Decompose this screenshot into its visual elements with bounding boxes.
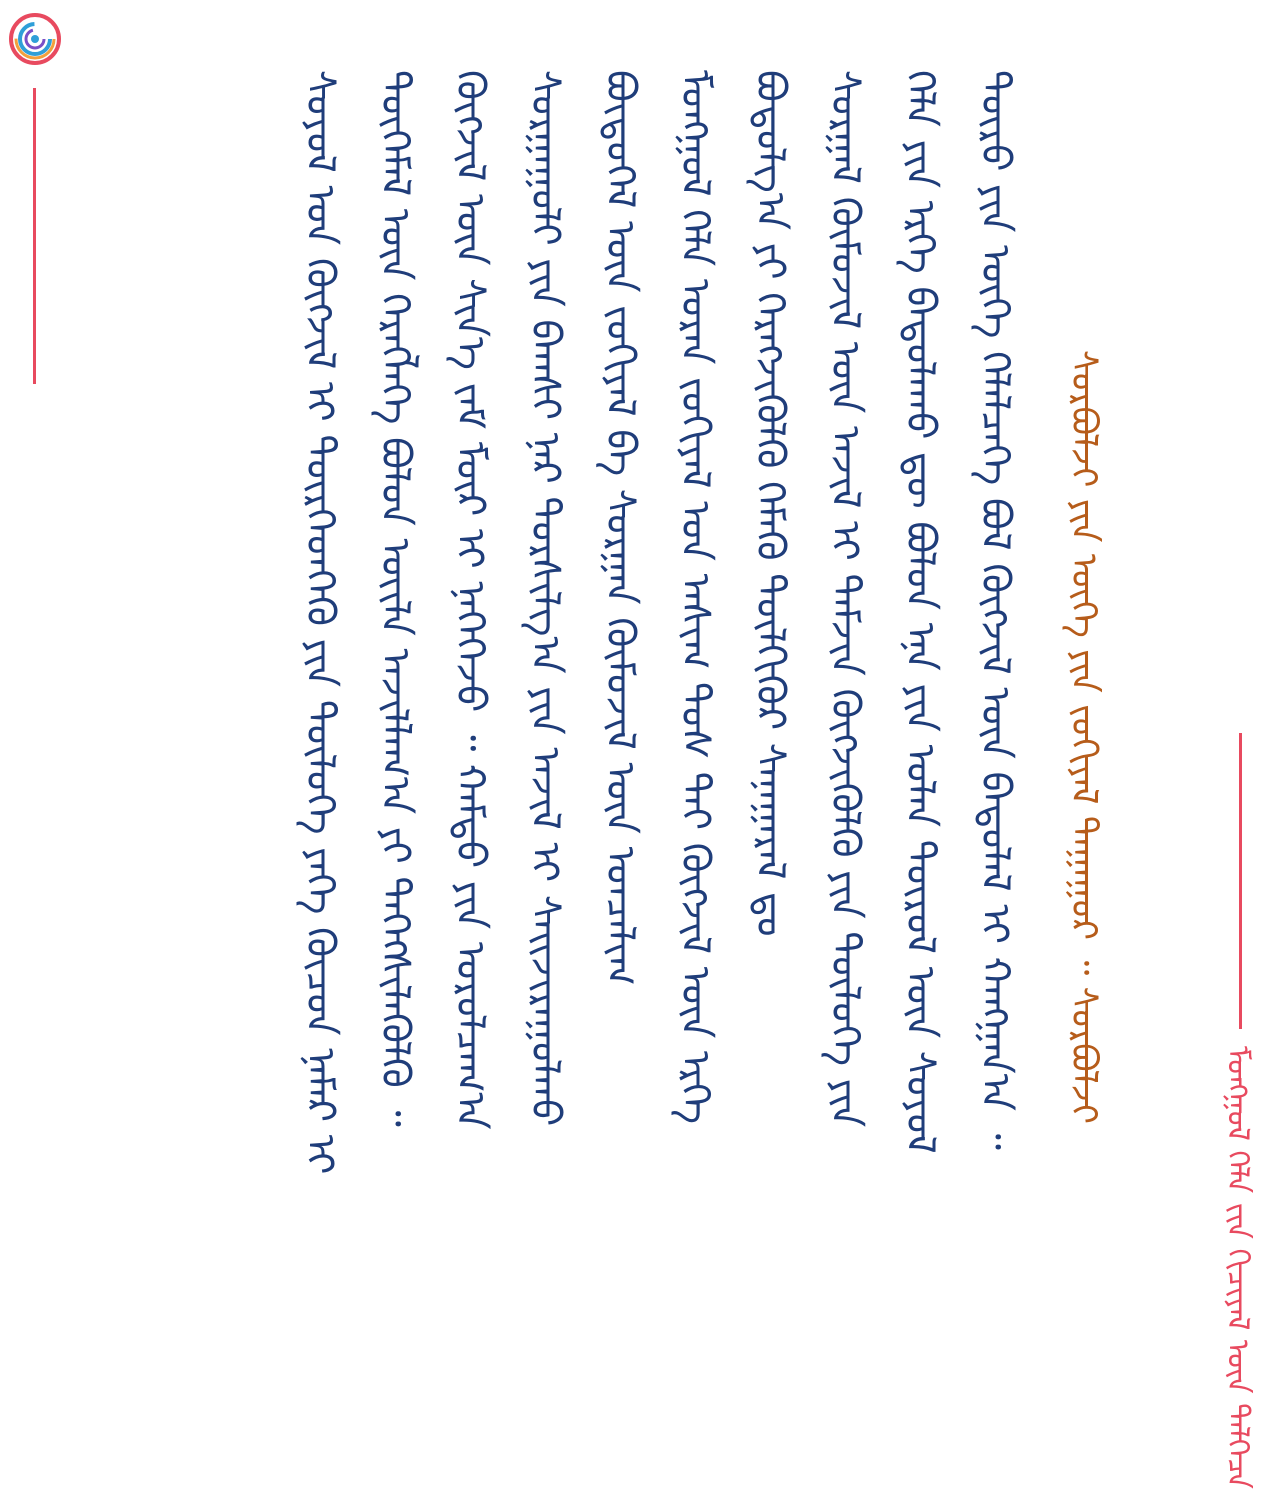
- body-column: ᠰᠤᠷᠭᠠᠯ ᠬᠦᠮᠦᠵᠢᠯ ᠦᠨ ᠠᠵᠢᠯ ᠢ ᠳᠡᠮᠵᠢᠨ ᠬᠥᠭᠵᠢᠭᠦᠯᠬᠦ ᠶᠢᠨ ᠳᠥᠯᠦᠭᠡ ᠶᠢᠨ: [822, 70, 868, 1128]
- body-column: ᠲᠦᠷᠦ ᠶᠢᠨ ᠦᠭᠡ ᠬᠡᠯᠡᠯᠴᠡᠭᠡ ᠪᠣᠯ ᠬᠥᠭᠵᠢᠯ ᠦᠨ ᠪᠠᠳᠤᠯᠠᠯ ᠢ ᠬᠠᠩᠭᠠᠨ᠎ᠠ ᠃: [972, 70, 1018, 1150]
- body-column: ᠲᠦᠭᠡᠮᠡᠯ ᠦᠨ ᠬᠡᠷᠡᠭᠯᠡᠭᠡ ᠪᠣᠯᠤᠨ ᠦᠢᠯᠡ ᠠᠵᠢᠯᠯᠠᠭ᠎ᠠ ᠶᠢ ᠳᠡᠭᠡᠭᠰᠢᠯᠡᠭᠦᠯᠬᠦ ᠃: [372, 70, 418, 1127]
- body-column: ᠬᠡᠯᠡ ᠶᠢᠨ ᠡᠷᠬᠡ ᠪᠠᠲᠤᠯᠠᠬᠤ ᠳᠦ ᠪᠣᠯᠤᠨ ᠡᠨᠡ ᠶᠢᠨ ᠣᠯᠠᠨ ᠲᠥᠷᠦᠯ ᠦᠨ ᠰᠣᠶᠣᠯ: [897, 70, 943, 1154]
- body-column: ᠬᠥᠭᠵᠢᠯ ᠦᠨ ᠰᠢᠨ᠎ᠡ ᠵᠠᠮ ᠮᠥᠷ ᠢ ᠨᠡᠭᠡᠭᠡᠵᠦ ᠃ ᠬᠠᠮᠲᠤ ᠶᠢᠨ ᠣᠷᠣᠯᠴᠠᠭ᠎ᠠ: [447, 70, 493, 1130]
- body-column: ᠪᠦᠲᠦᠭᠡᠯ ᠦᠨ ᠵᠣᠬᠢᠶᠠᠯ ᠪᠠ ᠰᠤᠷᠭᠠᠨ ᠬᠦᠮᠦᠵᠢᠯ ᠦᠨ ᠣᠨᠴᠠᠯᠢᠭ: [597, 70, 643, 986]
- side-title: ᠮᠣᠩᠭᠣᠯ ᠬᠡᠯᠡ ᠵᠢᠨ ᠬᠢᠴᠢᠶᠡᠯ ᠦᠨ ᠳᠡᠯᠭᠡᠴᠡ: [1220, 1046, 1255, 1489]
- spiral-logo-icon: [8, 12, 62, 66]
- body-column: ᠮᠣᠩᠭᠣᠯ ᠬᠡᠯᠡ ᠤᠷᠠᠨ ᠵᠣᠬᠢᠶᠠᠯ ᠤᠨ ᠠᠰᠢᠭ ᠲᠤᠰ ᠲᠠᠢ ᠬᠥᠭᠵᠢᠯ ᠦᠨ ᠡᠷᠭᠡ: [672, 70, 718, 1125]
- decorative-rule-left: [33, 88, 36, 384]
- body-column: ᠪᠣᠳᠣᠯᠭ᠎ᠠ ᠶᠢ ᠬᠡᠷᠡᠭᠵᠢᠭᠦᠯᠬᠦ ᠬᠡᠮᠡᠬᠦ ᠲᠦᠯᠬᠢᠭᠦᠷ ᠰᠠᠨᠠᠭᠠᠷᠠᠯ ᠳᠤ: [747, 70, 793, 937]
- body-column: ᠰᠣᠶᠣᠯ ᠤᠨ ᠬᠥᠭᠵᠢᠯ ᠢ ᠲᠦᠷᠭᠡᠳᠭᠡᠬᠦ ᠶᠢᠨ ᠲᠥᠯᠦᠭᠡ ᠶᠡᠬᠡ ᠬᠦᠴᠦᠨ ᠨᠡᠮᠡᠷ ᠢ: [297, 70, 343, 1175]
- section-heading: ᠰᠣᠷᠪᠤᠯᠵᠢ ᠶᠢᠨ ᠦᠭᠡ ᠶᠢᠨ ᠵᠣᠬᠢᠶᠠᠯ ᠳᠠᠭᠠᠭᠤᠷ ᠃ ᠰᠣᠷᠪᠤᠯᠵᠢ: [1063, 350, 1104, 1125]
- body-column: ᠰᠤᠷᠭᠠᠭᠤᠯᠢ ᠶᠢᠨ ᠪᠠᠭᠰᠢ ᠨᠠᠷ ᠲᠤᠷᠰᠢᠯᠭ᠎ᠠ ᠶᠢᠨ ᠠᠵᠢᠯ ᠢ ᠰᠠᠢᠵᠢᠷᠠᠭᠤᠯᠬᠤ: [522, 70, 568, 1127]
- decorative-rule-right: [1239, 733, 1242, 1029]
